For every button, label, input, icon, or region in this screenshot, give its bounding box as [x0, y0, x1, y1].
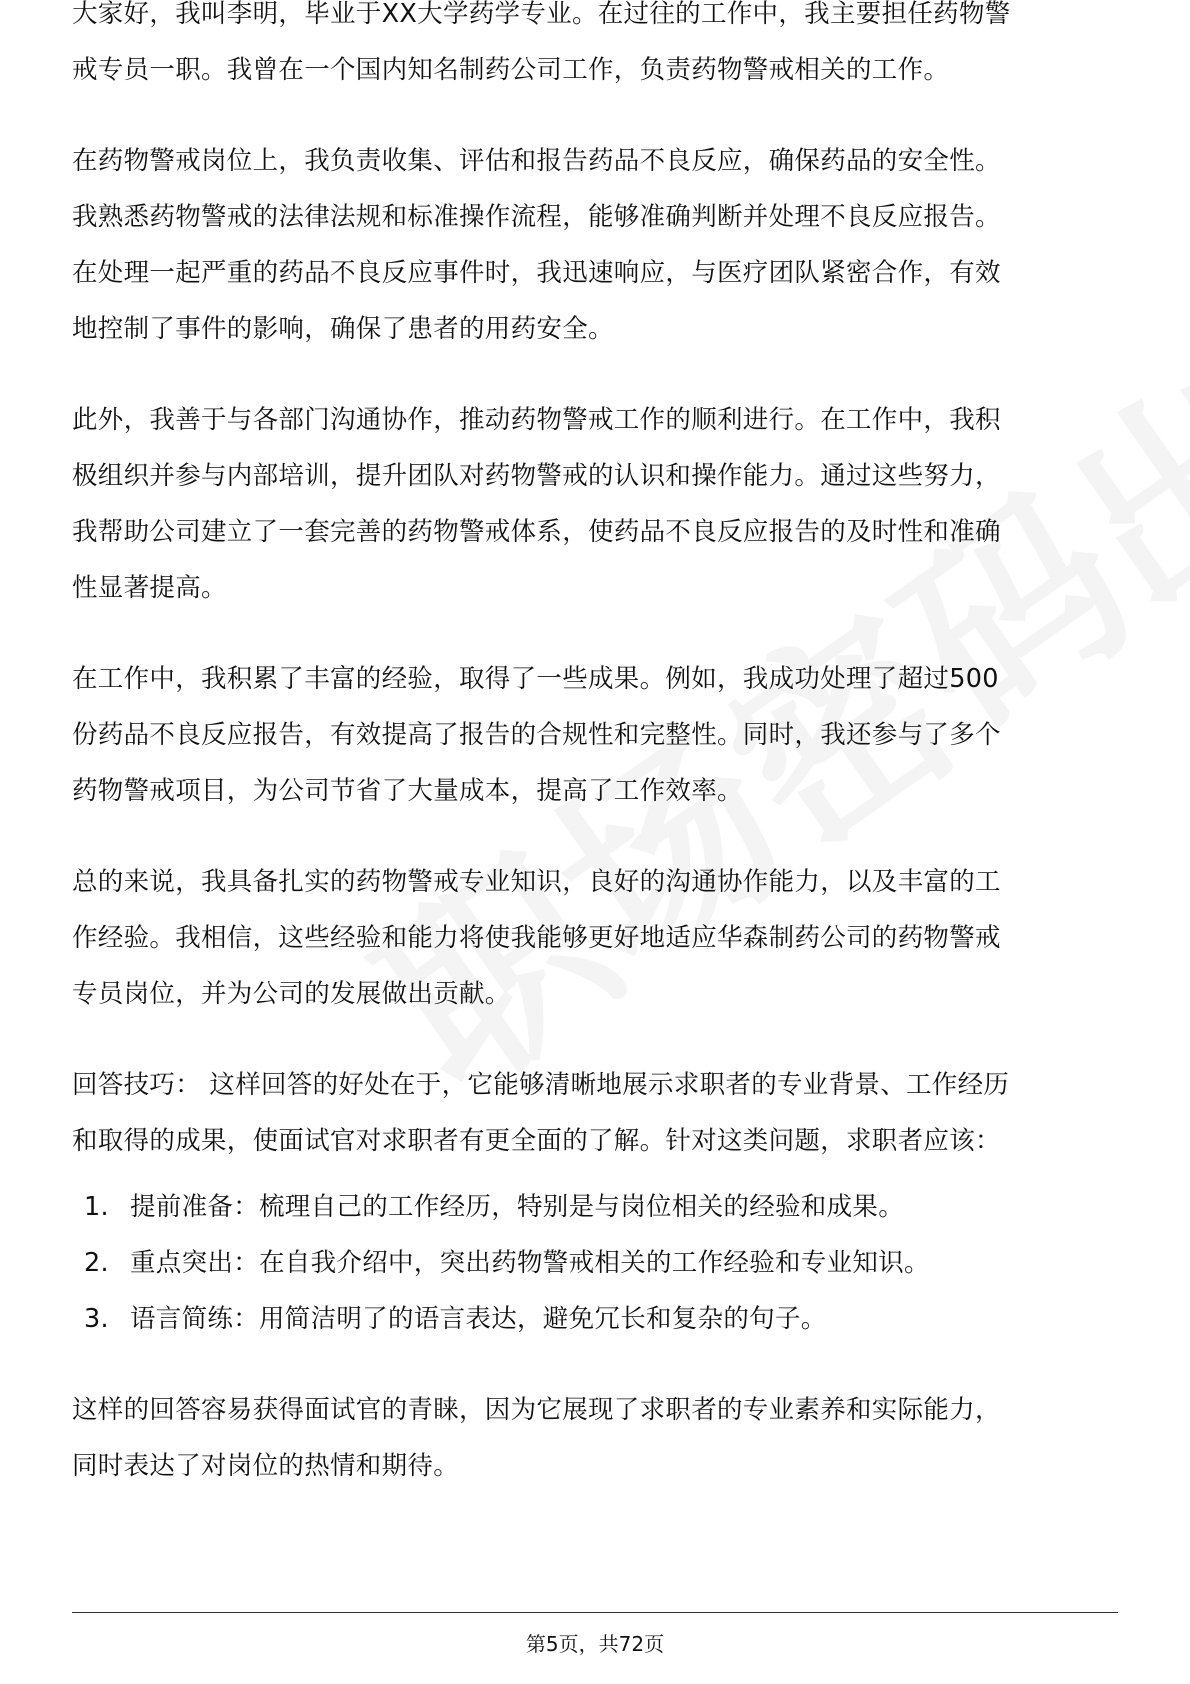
paragraph-collaboration: [72, 392, 1128, 616]
paragraph-intro: [72, 0, 1128, 98]
text-line: 我熟悉药物警戒的法律法规和标准操作流程，能够准确判断并处理不良反应报告。: [72, 202, 1001, 232]
list-item-text: 语言简练：用简洁明了的语言表达，避免冗长和复杂的句子。: [130, 1304, 827, 1334]
list-item-number: 3.: [84, 1304, 109, 1334]
list-item: [72, 1235, 1128, 1291]
text-line: 作经验。我相信，这些经验和能力将使我能够更好地适应华森制药公司的药物警戒: [72, 923, 1001, 953]
text-line: 性显著提高。: [72, 573, 227, 603]
tips-list: [72, 1179, 1128, 1347]
text-line: 极组织并参与内部培训，提升团队对药物警戒的认识和操作能力。通过这些努力，: [72, 461, 1001, 491]
text-line: 我帮助公司建立了一套完善的药物警戒体系，使药品不良反应报告的及时性和准确: [72, 517, 1001, 547]
list-item-text: 提前准备：梳理自己的工作经历，特别是与岗位相关的经验和成果。: [130, 1192, 905, 1222]
text-line: 份药品不良反应报告，有效提高了报告的合规性和完整性。同时，我还参与了多个: [72, 720, 1001, 750]
list-item-number: 1.: [84, 1192, 109, 1222]
page-number: 第5页，共72页: [525, 1632, 665, 1656]
paragraph-summary: [72, 854, 1128, 1022]
text-line: 戒专员一职。我曾在一个国内知名制药公司工作，负责药物警戒相关的工作。: [72, 55, 950, 85]
text-line: 和取得的成果，使面试官对求职者有更全面的了解。针对这类问题，求职者应该：: [72, 1126, 1001, 1156]
document-body: [72, 0, 1128, 1529]
text-line: 地控制了事件的影响，确保了患者的用药安全。: [72, 314, 614, 344]
text-line: 药物警戒项目，为公司节省了大量成本，提高了工作效率。: [72, 776, 743, 806]
paragraph-achievements: [72, 651, 1128, 819]
text-line: 在工作中，我积累了丰富的经验，取得了一些成果。例如，我成功处理了超过500: [72, 664, 999, 694]
text-line: 专员岗位，并为公司的发展做出贡献。: [72, 979, 511, 1009]
text-line: 在药物警戒岗位上，我负责收集、评估和报告药品不良反应，确保药品的安全性。: [72, 146, 1001, 176]
text-line: 在处理一起严重的药品不良反应事件时，我迅速响应，与医疗团队紧密合作，有效: [72, 258, 1001, 288]
list-item: [72, 1179, 1128, 1235]
text-line: 此外，我善于与各部门沟通协作，推动药物警戒工作的顺利进行。在工作中，我积: [72, 405, 1001, 435]
list-item-number: 2.: [84, 1248, 109, 1278]
text-line: 大家好，我叫李明，毕业于XX大学药学专业。在过往的工作中，我主要担任药物警: [72, 0, 1011, 29]
paragraph-answer-tips: [72, 1057, 1128, 1169]
paragraph-responsibilities: [72, 133, 1128, 357]
text-line: 这样的回答容易获得面试官的青睐，因为它展现了求职者的专业素养和实际能力，: [72, 1395, 1001, 1425]
footer-divider: [72, 1612, 1118, 1613]
list-item: [72, 1291, 1128, 1347]
text-line: 回答技巧： 这样回答的好处在于，它能够清晰地展示求职者的专业背景、工作经历: [72, 1070, 1010, 1100]
text-line: 总的来说，我具备扎实的药物警戒专业知识，良好的沟通协作能力，以及丰富的工: [72, 867, 1001, 897]
text-line: 同时表达了对岗位的热情和期待。: [72, 1451, 460, 1481]
list-item-text: 重点突出：在自我介绍中，突出药物警戒相关的工作经验和专业知识。: [130, 1248, 930, 1278]
paragraph-closing: [72, 1382, 1128, 1494]
